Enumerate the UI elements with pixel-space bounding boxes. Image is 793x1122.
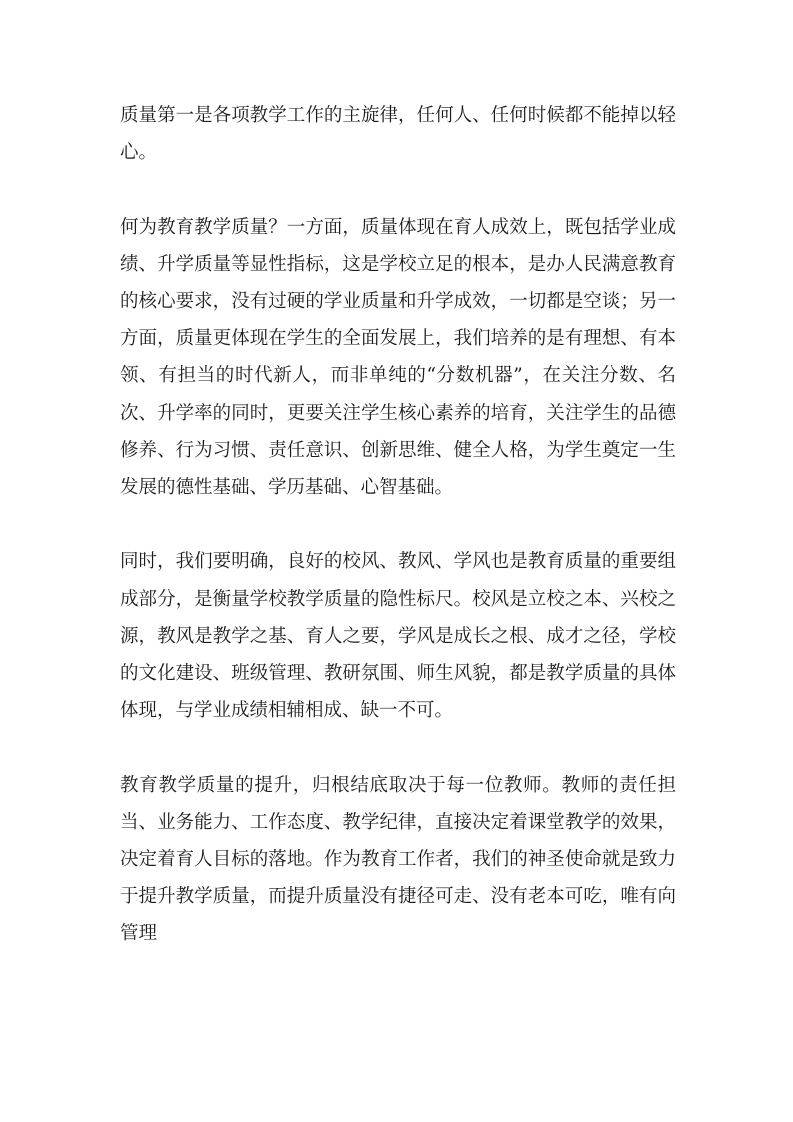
paragraph-1: 质量第一是各项教学工作的主旋律，任何人、任何时候都不能掉以轻心。	[120, 105, 676, 164]
paragraph-4: 教育教学质量的提升，归根结底取决于每一位教师。教师的责任担当、业务能力、工作态度、教学纪律，直接决定着课堂教学的效果，决定着育人目标的落地。作为教育工作者，我们的神圣使命就是致力于提升教学质量，而提升质量没有捷径可走、没有老本可吃，唯有向管理	[120, 774, 676, 945]
paragraph-2: 何为教育教学质量？一方面，质量体现在育人成效上，既包括学业成绩、升学质量等显性指标，这是学校立足的根本，是办人民满意教育的核心要求，没有过硬的学业质量和升学成效，一切都是空谈；另一方面，质量更体现在学生的全面发展上，我们培养的是有理想、有本领、有担当的时代新人，而非单纯的“分数机器”，在关注分数、名次、升学率的同时，更要关注学生核心素养的培育，关注学生的品德修养、行为习惯、责任意识、创新思维、健全人格，为学生奠定一生发展的德性基础、学历基础、心智基础。	[120, 216, 676, 499]
paragraph-3: 同时，我们要明确，良好的校风、教风、学风也是教育质量的重要组成部分，是衡量学校教学质量的隐性标尺。校风是立校之本、兴校之源，教风是教学之基、育人之要，学风是成长之根、成才之径，学校的文化建设、班级管理、教研氛围、师生风貌，都是教学质量的具体体现，与学业成绩相辅相成、缺一不可。	[120, 551, 676, 722]
document-body	[120, 97, 676, 990]
